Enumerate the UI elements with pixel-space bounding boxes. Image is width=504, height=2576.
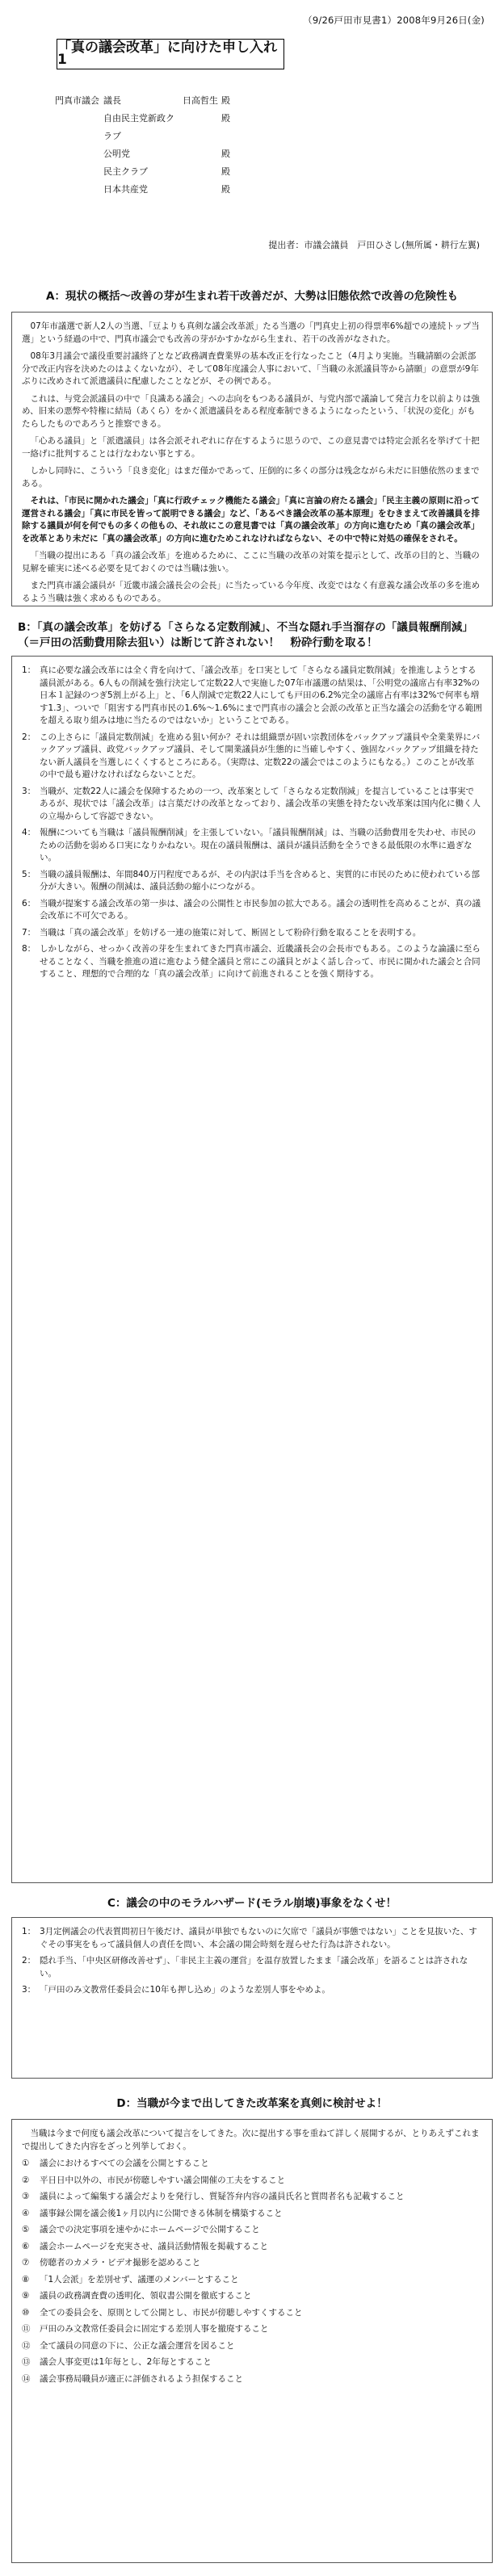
list-item	[22, 2307, 482, 2320]
section-d-box	[11, 2119, 493, 2563]
list-item	[22, 2340, 482, 2353]
section-d-heading: D：当職が今まで出してきた改革案を真剣に検討せよ！	[116, 2097, 388, 2110]
section-d-list	[22, 2158, 482, 2385]
section-b-heading: B：「真の議会改革」を妨げる「さらなる定数削減」、不当な隠れ手当溜存の「議員報酬削減」（＝戸田の活動費用除去狙い）は断じて許されない！ 粉砕行動を取る！	[18, 621, 473, 649]
section-a-box	[11, 312, 493, 606]
recipient-suffix: 殿	[221, 184, 230, 195]
list-item	[22, 732, 482, 782]
list-item	[22, 927, 482, 940]
item-number: ①	[22, 2159, 30, 2168]
section-d-intro: 当職は今まで何度も議会改革について提言をしてきた。次に提出する事を重ねて詳しく展開するが、とりあえずこれまで提出してきた内容をざっと列挙しておく。	[22, 2129, 480, 2151]
item-text: しかしながら、せっかく改善の芽を生まれてきた門真市議会、近畿議長会の会長市でもある。このような論議に至らせることなく、当職を推進の道に進むよう健全議員と常にこの議員とがよく話し合って、市民に開かれた議会と合同すること、理想的で合理的な「真の議会改革」に向けて前進されることを強く期待する。	[40, 944, 481, 979]
item-text: 隠れ手当、「中央区研修改善せず」、「非民主主義の運営」を温存放置したまま「議会改革」を語ることは許されない。	[40, 1956, 468, 1978]
item-text: 議員の政務調査費の透明化、領収書公開を徹底すること	[40, 2291, 252, 2301]
item-number: ⑪	[22, 2324, 31, 2334]
list-item	[22, 2224, 482, 2237]
list-item	[22, 2208, 482, 2221]
section-a-heading: A：現状の概括～改善の芽が生まれ若干改善だが、大勢は旧態依然で改善の危険性も	[46, 290, 458, 303]
item-number: 4：	[22, 828, 36, 837]
recipient-group	[55, 145, 103, 163]
item-text: この上さらに「議員定数削減」を進める狙い何か？それは組織票が固い宗教団体をバックアップ議員や全業業界にバックアップ議員、政党バックアップ議員、そして開業議員が生態的に当確しやすく、強固なバックアップ組織を持たない新人議員を当選しにくくするところにある。（実際は、定数22の議会ではこのようにもなる。）このことが改革の中で最も避けなければならないことだ。	[40, 732, 481, 779]
section-a-paragraph: それは、「市民に開かれた議会」「真に行政チェック機能たる議会」「真に言論の府たる議会」「民主主義の原則に沿って運営される議会」「真に市民を皆って説明できる議会」など、「あるべき議会改革の基本原理」をむきまえて改善議員を排除する議員が何を何でもの多くの他もの、それ故にこの意見書では「真の議会改革」の方向に進むため「真の議会改革」を改革とあり未だに「真の議会改革」の方向に進むためこれなければならない、その中で特に対処の確保をされそ。	[22, 496, 480, 543]
item-text: 報酬についても当職は「議員報酬削減」を主張していない。「議員報酬削減」は、当職の活動費用を失わせ、市民のための活動を弱める口実になりかねない。現在の議員報酬は、議員が議員活動を全うできる最低限の水準に過ぎない。	[40, 828, 477, 862]
section-a-paragraph: 「心ある議員」と「派遣議員」は各会派それぞれに存在するように思うので、この意見書では特定会派名を挙げて十把一絡げに批判することは行なわない事とする。	[22, 436, 480, 459]
recipient-role: 日本共産党	[103, 184, 148, 195]
section-a-paragraph: しかし同時に、こういう「良き変化」はまだ僅かであって、圧倒的に多くの部分は残念ながら未だに旧態依然のままである。	[22, 466, 480, 489]
list-item	[22, 2373, 482, 2386]
item-number: ⑭	[22, 2373, 31, 2384]
section-b-list	[22, 665, 482, 981]
recipient-row	[55, 145, 230, 163]
item-number: ⑦	[22, 2258, 30, 2268]
item-text: 議事録公開を議会後1ヶ月以内に公開できる体制を構築すること	[40, 2208, 283, 2218]
item-text: 「1人会派」を差別せず、議運のメンバーとすること	[40, 2274, 239, 2284]
list-item	[22, 2257, 482, 2270]
list-item	[22, 827, 482, 865]
item-text: 議員によって編集する議会だよりを発行し、質疑答弁内容の議員氏名と質問者名も記載すること	[40, 2192, 405, 2201]
item-number: ⑩	[22, 2307, 30, 2318]
recipient-group	[55, 163, 103, 181]
section-c-box	[11, 1917, 493, 2079]
section-c-heading: C：議会の中のモラルハザード(モラル崩壊)事象をなくせ！	[107, 1897, 397, 1910]
document-title	[57, 39, 284, 69]
list-item	[22, 2241, 482, 2254]
sender-line: 提出者：市議会議員 戸田ひさし(無所属・耕行左翼)	[268, 240, 480, 250]
item-text: 3月定例議会の代表質問初日午後だけ、議員が単独でもないのに欠席で「議員が事態ではない」ことを見抜いた、すぐその事実をもって議員個人の責任を問い、本会議の開会時刻を遅らせた行為は許されない。	[40, 1927, 477, 1949]
list-item	[22, 943, 482, 981]
list-item	[22, 1955, 482, 1980]
recipient-role: 民主クラブ	[103, 166, 148, 177]
item-number: 1：	[22, 665, 36, 675]
recipient-role: 公明党	[103, 149, 130, 159]
section-a-paragraph: また門真市議会議員が「近畿市議会議長会の会長」に当たっている今年度、改変ではなく有意義な議会改革の多を進めるよう当職は強く求めるものである。	[22, 581, 480, 603]
item-number: 6：	[22, 898, 36, 908]
recipient-suffix: 殿	[221, 149, 230, 159]
list-item	[22, 1926, 482, 1951]
list-item	[22, 2274, 482, 2287]
section-b-box	[11, 656, 493, 1883]
recipient-suffix: 殿	[221, 113, 230, 124]
item-number: 2：	[22, 732, 36, 742]
item-text: 真に必要な議会改革には全く背を向けて、「議会改革」を口実として「さらなる議員定数削減」を推進しようとする議員派がある。6人もの削減を強行決定して定数22人で実施した07年市議選の結果は、「公明党の議席占有率32%の日本１記録のつぎ5割上がる上」と、「6人削減で定数22人にしても戸田の6.2%完全の議席占有率は32%で何率も増す1.3」、ついで「阻害する門真市民の1.6%～1.6%にまで門真市の議会と会派の改革と正当な議会の活動を守る範囲を超える取り組みは地に当たるのではないか」ということである。	[40, 665, 482, 725]
recipient-row	[55, 92, 230, 110]
list-item	[22, 2290, 482, 2303]
list-item	[22, 2323, 482, 2336]
item-text: 議会人事変更は1年毎とし、2年毎とすること	[40, 2357, 212, 2367]
item-number: 1：	[22, 1927, 36, 1936]
item-text: 当職は「真の議会改革」を妨げる一連の施策に対して、断固として粉砕行動を取ることを表明する。	[40, 927, 422, 938]
recipient-suffix: 殿	[221, 95, 230, 106]
recipient-role: 自由民主党新政クラブ	[103, 113, 174, 141]
item-text: 議会事務局職員が適正に評価されるよう担保すること	[40, 2373, 243, 2384]
recipient-row	[55, 163, 230, 181]
item-number: 3：	[22, 786, 36, 796]
recipient-row	[55, 181, 230, 199]
item-text: 議会におけるすべての会議を公開とすること	[40, 2159, 209, 2168]
recipient-row	[55, 110, 230, 145]
item-text: 「戸田のみ文教常任委員会に10年も押し込め」のような差別人事をやめよ。	[40, 1985, 330, 1995]
list-item	[22, 2158, 482, 2171]
recipients-block	[55, 92, 230, 199]
item-text: 当職の議員報酬は、年間840万円程度であるが、その内訳は手当を含めると、実質的に市民のために使われている部分が大きい。報酬の削減は、議員活動の縮小につながる。	[40, 869, 481, 892]
item-text: 議会での決定事項を速やかにホームページで公開すること	[40, 2225, 260, 2234]
title-text: 「真の議会改革」に向けた申し入れ1	[57, 39, 277, 68]
recipient-name	[183, 110, 221, 145]
date-line: （9/26戸田市見書1）2008年9月26日(金)	[303, 15, 485, 26]
list-item	[22, 898, 482, 923]
recipient-name	[183, 163, 221, 181]
item-text: 全ての委員会を、原則として公開とし、市民が傍聴しやすくすること	[40, 2307, 303, 2318]
recipient-name	[183, 145, 221, 163]
item-number: ⑧	[22, 2274, 30, 2284]
item-text: 当職が、定数22人に議会を保障するための一つ、改革案として「さらなる定数削減」を提言していることは事実であるが、現状では「議会改革」は言葉だけの改革となっており、議会改革の実態を持たない改革案は国内化に働く人の立場からして容認できない。	[40, 786, 481, 821]
item-text: 戸田のみ文教常任委員会に固定する差別人事を撤廃すること	[40, 2324, 269, 2334]
item-number: ③	[22, 2192, 30, 2201]
item-number: ⑥	[22, 2241, 30, 2251]
section-a-paragraph: 08年3月議会で議役重要討議終了となど政務調査費業界の基本改正を行なったこと（4月より実施。当職請願の会派部分で改正内容を決めたのはよくないなが）、そして08年度議会人事において、「当職の永派議員等から請願」の意票が9年ぶりに改めされて派遣議員に配慮したことなどが、その例である。	[22, 351, 479, 386]
section-a-paragraph: これは、与党会派議員の中で「良識ある議会」への志向をもつある議員が、与党内部で議論して発言力を以前よりは強め、旧来の悪弊や特権に結局（あくら）をかく派遣議員をある程度牽制できるようになったという、「状況の変化」がもたらしたものであろうと推察できる。	[22, 393, 480, 429]
item-number: ④	[22, 2208, 30, 2218]
list-item	[22, 786, 482, 824]
recipient-role: 議長	[103, 95, 121, 106]
item-number: 7：	[22, 927, 36, 938]
recipient-group	[55, 181, 103, 199]
list-item	[22, 2191, 482, 2204]
item-number: ⑫	[22, 2340, 31, 2351]
item-text: 傍聴者のカメラ・ビデオ撮影を認めること	[40, 2258, 201, 2268]
list-item	[22, 869, 482, 894]
item-number: ②	[22, 2175, 30, 2185]
item-number: 2：	[22, 1956, 36, 1966]
list-item	[22, 2175, 482, 2188]
item-text: 全て議員の同意の下に、公正な議会運営を図ること	[40, 2340, 235, 2351]
recipient-group	[55, 110, 103, 145]
item-number: 8：	[22, 944, 36, 954]
section-c-list	[22, 1926, 482, 1997]
item-text: 平日日中以外の、市民が傍聴しやすい議会開催の工夫をすること	[40, 2175, 286, 2185]
item-number: ⑨	[22, 2291, 30, 2301]
item-number: ⑬	[22, 2357, 31, 2367]
section-a-paragraph: 07年市議選で新人2人の当選、「豆よりも真剣な議会改革派」たる当選の「門真史上初の得票率6%超での連続トップ当選」という経過の中で、門真市議会でも改善の芽がかすかながら生まれ、若干の改善がなされた。	[22, 321, 480, 344]
list-item	[22, 2356, 482, 2369]
recipient-suffix: 殿	[221, 166, 230, 177]
recipient-name	[183, 181, 221, 199]
item-number: ⑤	[22, 2225, 30, 2234]
item-number: 5：	[22, 869, 36, 879]
item-number: 3：	[22, 1985, 36, 1995]
item-text: 当職が提案する議会改革の第一歩は、議会の公開性と市民参加の拡大である。議会の透明性を高めることが、真の議会改革に不可欠である。	[40, 898, 481, 921]
recipient-group: 門真市議会	[55, 95, 99, 106]
recipient-name: 日高哲生	[183, 95, 218, 106]
item-text: 議会ホームページを充実させ、議員活動情報を掲載すること	[40, 2241, 268, 2251]
list-item	[22, 665, 482, 728]
section-a-paragraph: 「当職の提出にある「真の議会改革」を進めるために、ここに当職の改革の対策を提示として、改革の目的と、当職の見解を確実に述べる必要を見ておくのでは当職は強い。	[22, 551, 480, 573]
list-item	[22, 1984, 482, 1997]
